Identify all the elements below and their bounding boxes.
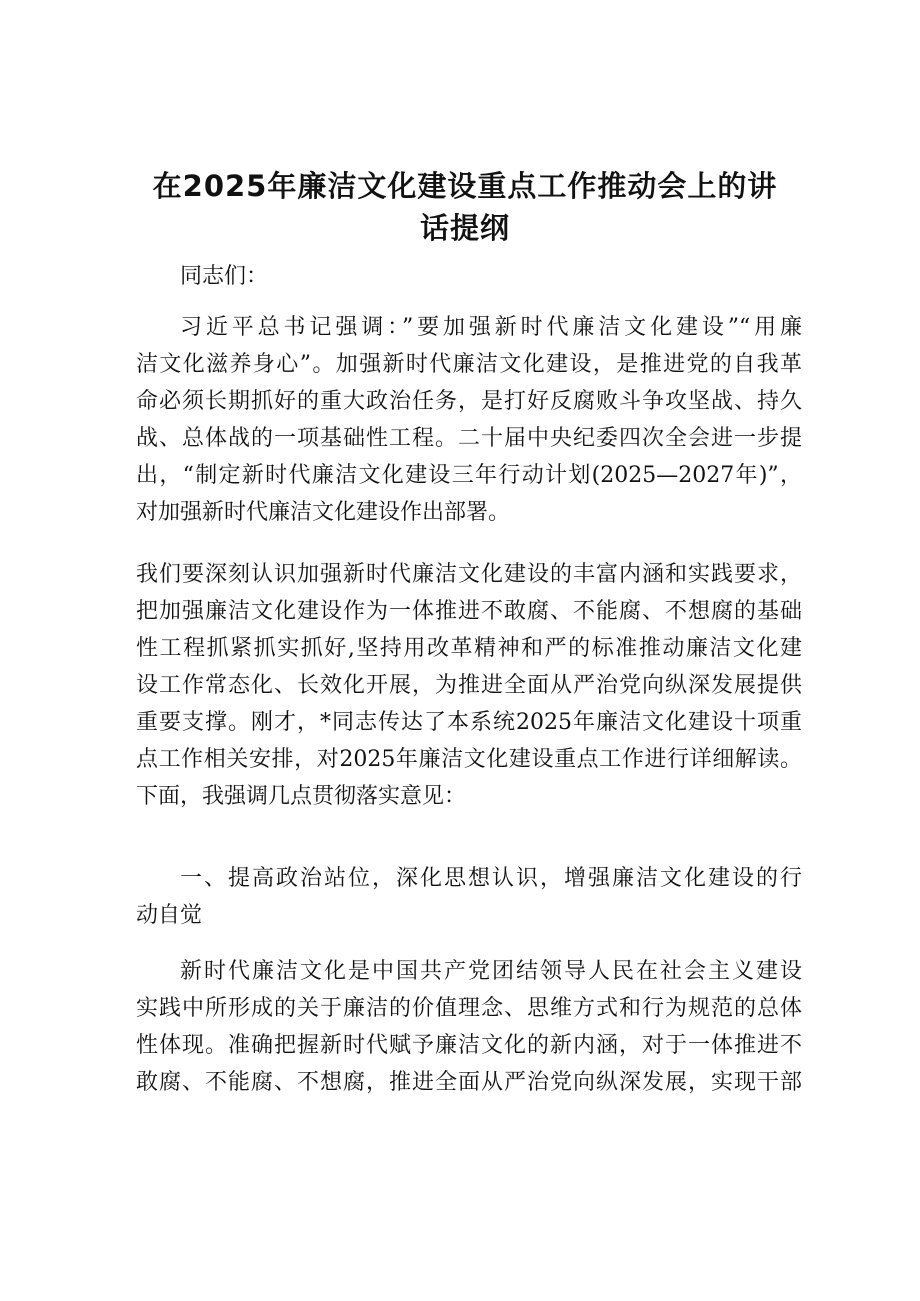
paragraph-2-line-2: 把加强廉洁文化建设作为一体推进不敢腐、不能腐、不想腐的基础 <box>136 599 802 624</box>
paragraph-1-line-3: 命必须长期抓好的重大政治任务，是打好反腐败斗争攻坚战、持久 <box>136 389 802 414</box>
paragraph-3 <box>136 953 802 1101</box>
salutation-text: 同志们： <box>180 264 269 289</box>
paragraph-3-line-2: 实践中所形成的关于廉洁的价值理念、思维方式和行为规范的总体 <box>136 996 802 1021</box>
paragraph-2-line-5: 重要支撑。刚才，*同志传达了本系统2025年廉洁文化建设十项重 <box>136 710 802 735</box>
section-heading-1-line-2: 动自觉 <box>136 903 203 928</box>
salutation <box>136 258 802 295</box>
paragraph-2 <box>136 556 802 815</box>
paragraph-2-line-3: 性工程抓紧抓实抓好,坚持用改革精神和严的标准推动廉洁文化建 <box>136 636 802 661</box>
paragraph-1-line-1: 习近平总书记强调：”要加强新时代廉洁文化建设”“用廉 <box>180 315 802 340</box>
paragraph-2-line-7: 下面，我强调几点贯彻落实意见： <box>136 784 467 809</box>
paragraph-3-line-3: 性体现。准确把握新时代赋予廉洁文化的新内涵，对于一体推进不 <box>136 1033 802 1058</box>
paragraph-2-line-1: 我们要深刻认识加强新时代廉洁文化建设的丰富内涵和实践要求， <box>136 562 802 587</box>
document-title-line-1: 在2025年廉洁文化建设重点工作推动会上的讲 <box>152 169 778 203</box>
paragraph-1-line-6: 对加强新时代廉洁文化建设作出部署。 <box>136 500 511 525</box>
paragraph-2-line-4: 设工作常态化、长效化开展，为推进全面从严治党向纵深发展提供 <box>136 673 802 698</box>
document-title-line-2: 话提纲 <box>419 211 510 245</box>
paragraph-1-line-4: 战、总体战的一项基础性工程。二十届中央纪委四次全会进一步提 <box>136 426 802 451</box>
paragraph-1 <box>136 309 802 531</box>
paragraph-3-line-1: 新时代廉洁文化是中国共产党团结领导人民在社会主义建设 <box>180 959 802 984</box>
section-heading-1-line-1: 一、提高政治站位，深化思想认识，增强廉洁文化建设的行 <box>180 866 802 891</box>
section-heading-1 <box>136 860 802 934</box>
paragraph-1-line-5: 出，“制定新时代廉洁文化建设三年行动计划(2025—2027年)”， <box>136 463 802 488</box>
paragraph-1-line-2: 洁文化滋养身心”。加强新时代廉洁文化建设，是推进党的自我革 <box>136 352 802 377</box>
paragraph-3-line-4: 敢腐、不能腐、不想腐，推进全面从严治党向纵深发展，实现干部 <box>136 1070 802 1095</box>
paragraph-2-line-6: 点工作相关安排，对2025年廉洁文化建设重点工作进行详细解读。 <box>136 747 802 772</box>
